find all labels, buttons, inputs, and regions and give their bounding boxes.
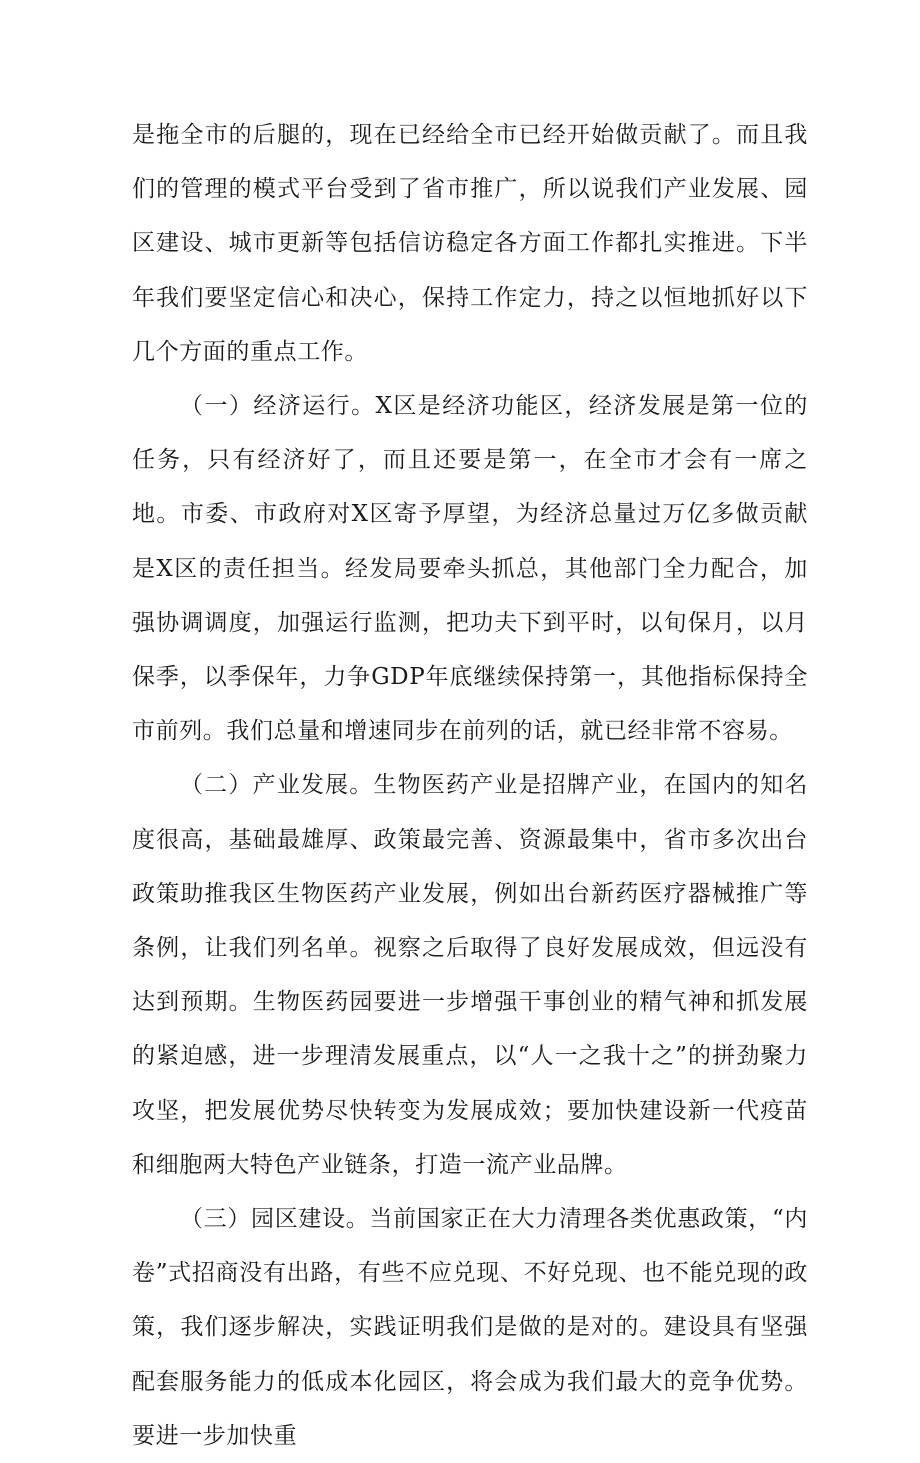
- document-body: [132, 108, 808, 1463]
- paragraph-industry-development: （二）产业发展。生物医药产业是招牌产业，在国内的知名度很高，基础最雄厚、政策最完善、资源最集中，省市多次出台政策助推我区生物医药产业发展，例如出台新药医疗器械推广等条例，让我们列名单。视察之后取得了良好发展成效，但远没有达到预期。生物医药园要进一步增强干事创业的精气神和抓发展的紧迫感，进一步理清发展重点，以“人一之我十之”的拼劲聚力攻坚，把发展优势尽快转变为发展成效；要加快建设新一代疫苗和细胞两大特色产业链条，打造一流产业品牌。: [132, 772, 808, 1178]
- paragraph-park-construction: （三）园区建设。当前国家正在大力清理各类优惠政策，“内卷”式招商没有出路，有些不应兑现、不好兑现、也不能兑现的政策，我们逐步解决，实践证明我们是做的是对的。建设具有坚强配套服务能力的低成本化园区，将会成为我们最大的竞争优势。要进一步加快重: [132, 1206, 808, 1449]
- paragraph-intro: 是拖全市的后腿的，现在已经给全市已经开始做贡献了。而且我们的管理的模式平台受到了省市推广，所以说我们产业发展、园区建设、城市更新等包括信访稳定各方面工作都扎实推进。下半年我们要坚定信心和决心，保持工作定力，持之以恒地抓好以下几个方面的重点工作。: [132, 122, 808, 365]
- paragraph-economic-operation: （一）经济运行。X区是经济功能区，经济发展是第一位的任务，只有经济好了，而且还要是第一，在全市才会有一席之地。市委、市政府对X区寄予厚望，为经济总量过万亿多做贡献是X区的责任担当。经发局要牵头抓总，其他部门全力配合，加强协调调度，加强运行监测，把功夫下到平时，以旬保月，以月保季，以季保年，力争GDP年底继续保持第一，其他指标保持全市前列。我们总量和增速同步在前列的话，就已经非常不容易。: [132, 393, 808, 745]
